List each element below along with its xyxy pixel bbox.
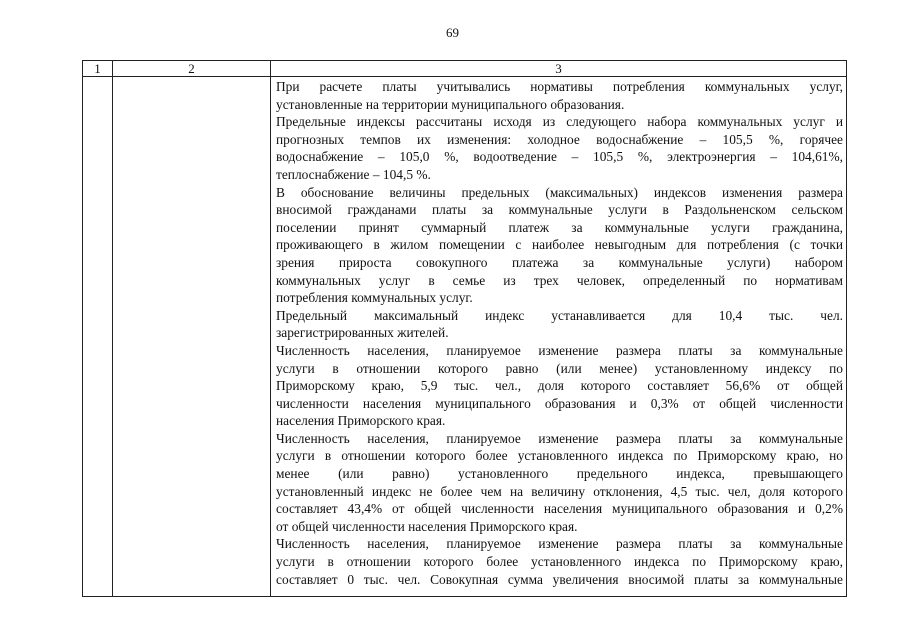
text-line: зрения прироста совокупного платежа за коммунальные услуги) набором bbox=[276, 254, 843, 270]
document-table bbox=[82, 60, 847, 597]
text-line: потребления коммунальных услуг. bbox=[276, 290, 473, 306]
column-header-2: 2 bbox=[113, 61, 271, 77]
text-line: В обоснование величины предельных (максимальных) индексов изменения размера bbox=[276, 184, 843, 200]
text-line: Предельные индексы рассчитаны исходя из следующего набора коммунальных услуг и bbox=[276, 114, 843, 130]
text-line: составляет 0 тыс. чел. Совокупная сумма увеличения вносимой платы за коммунальные bbox=[276, 571, 843, 587]
text-line: услуги в отношении которого более установленного индекса по Приморскому краю, но bbox=[276, 448, 843, 464]
table-row bbox=[83, 77, 847, 597]
text-line: услуги в отношении которого равно (или менее) установленному индексу по bbox=[276, 360, 843, 376]
text-line: установленные на территории муниципального образования. bbox=[276, 96, 625, 112]
text-line: вносимой гражданами платы за коммунальные услуги в Раздольненском сельском bbox=[276, 202, 843, 218]
text-line: составляет 43,4% от общей численности населения муниципального образования и 0,2% bbox=[276, 501, 843, 517]
text-line: населения Приморского края. bbox=[276, 413, 446, 429]
cell-col1 bbox=[83, 77, 113, 597]
text-line: Приморскому краю, 5,9 тыс. чел., доля которого составляет 56,6% от общей bbox=[276, 378, 843, 394]
text-line: При расчете платы учитывались нормативы потребления коммунальных услуг, bbox=[276, 79, 843, 94]
page-number: 69 bbox=[446, 25, 459, 40]
cell-col3 bbox=[271, 77, 847, 597]
text-line: теплоснабжение – 104,5 %. bbox=[276, 166, 431, 182]
text-line: от общей численности населения Приморского края. bbox=[276, 518, 578, 534]
text-line: Численность населения, планируемое изменение размера платы за коммунальные bbox=[276, 430, 843, 446]
text-line: Численность населения, планируемое изменение размера платы за коммунальные bbox=[276, 342, 843, 358]
text-line: численности населения муниципального образования и 0,3% от общей численности bbox=[276, 395, 843, 411]
cell-col2 bbox=[113, 77, 271, 597]
column-header-3: 3 bbox=[271, 61, 847, 77]
text-line: Численность населения, планируемое изменение размера платы за коммунальные bbox=[276, 536, 843, 552]
text-line: водоснабжение – 105,0 %, водоотведение – 105,5 %, электроэнергия – 104,61%, bbox=[276, 149, 843, 165]
text-line: прогнозных темпов их изменения: холодное водоснабжение – 105,5 %, горячее bbox=[276, 131, 843, 147]
text-line: Предельный максимальный индекс устанавливается для 10,4 тыс. чел. bbox=[276, 307, 843, 323]
text-line: установленный индекс не более чем на величину отклонения, 4,5 тыс. чел, доля которого bbox=[276, 483, 843, 499]
text-line: услуги в отношении которого более установленного индекса по Приморскому краю, bbox=[276, 554, 843, 570]
text-line: менее (или равно) установленного предельного индекса, превышающего bbox=[276, 466, 843, 482]
cell-col3-text bbox=[271, 77, 846, 595]
text-line: поселении принят суммарный платеж за коммунальные услуги гражданина, bbox=[276, 219, 843, 235]
text-line: зарегистрированных жителей. bbox=[276, 325, 449, 341]
column-header-1: 1 bbox=[83, 61, 113, 77]
text-line: коммунальных услуг в семье из трех человек, определенный по нормативам bbox=[276, 272, 843, 288]
table-header-row bbox=[83, 61, 847, 77]
text-line: проживающего в жилом помещении с наиболее невыгодным для потребления (с точки bbox=[276, 237, 843, 253]
